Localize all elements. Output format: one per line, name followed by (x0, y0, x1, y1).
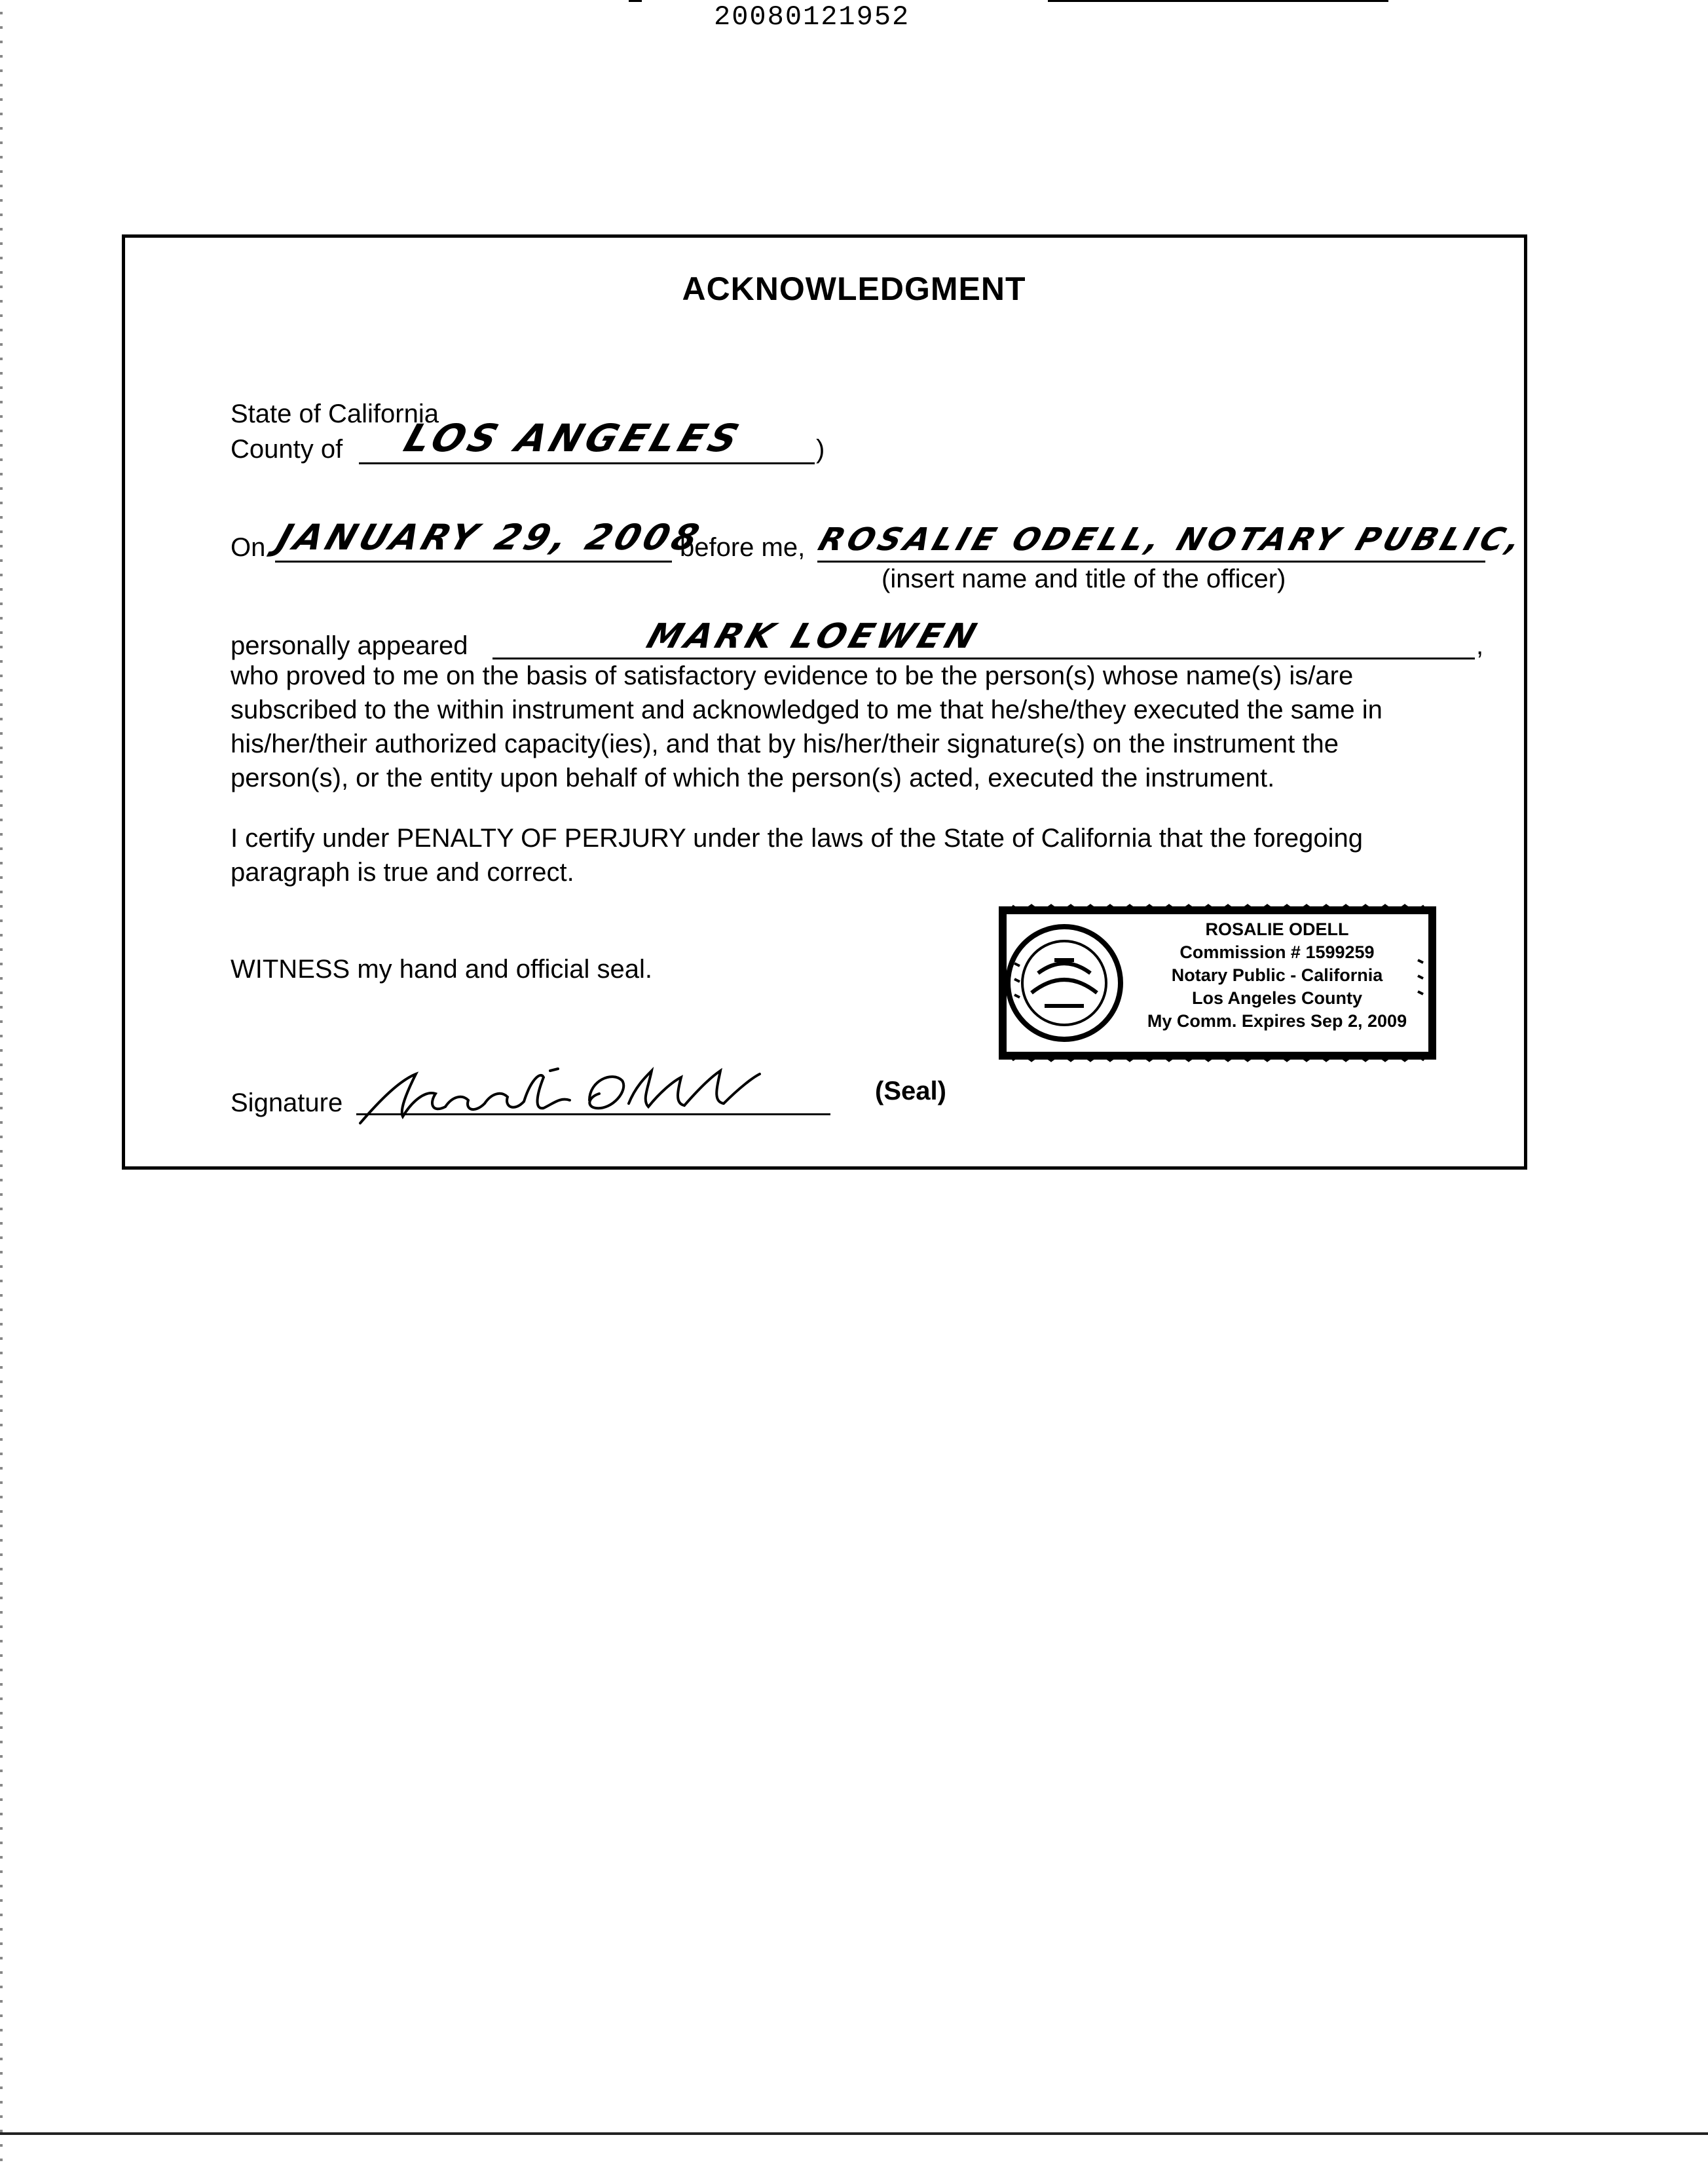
on-label: On (231, 533, 266, 562)
witness-line: WITNESS my hand and official seal. (231, 955, 652, 984)
officer-hint: (insert name and title of the officer) (882, 565, 1286, 593)
seal-title: Notary Public - California (1171, 965, 1383, 985)
form-title: ACKNOWLEDGMENT (682, 270, 1026, 307)
officer-handwritten: ROSALIE ODELL, NOTARY PUBLIC, (813, 521, 1530, 558)
seal-label: (Seal) (875, 1077, 946, 1105)
county-handwritten: LOS ANGELES (398, 416, 749, 460)
paragraph-line: who proved to me on the basis of satisfactory evidence to be the person(s) whose name(s) is/are (231, 661, 1354, 690)
county-label: County of (231, 435, 343, 464)
scan-left-edge (0, 0, 3, 2169)
paragraph-line: person(s), or the entity upon behalf of which the person(s) acted, executed the instrument. (231, 764, 1275, 792)
before-me-label: before me, (680, 533, 806, 562)
appeared-comma: , (1476, 631, 1484, 660)
seal-county: Los Angeles County (1191, 988, 1363, 1008)
seal-commission: Commission # 1599259 (1179, 942, 1375, 962)
certify-line: paragraph is true and correct. (231, 858, 574, 887)
date-handwritten: JANUARY 29, 2008 (271, 517, 708, 558)
notary-seal-text (1113, 918, 1441, 1033)
appeared-handwritten: MARK LOEWEN (642, 617, 985, 656)
document-number: 20080121952 (714, 1, 910, 33)
scan-bottom-edge (0, 2132, 1708, 2135)
paragraph-line: his/her/their authorized capacity(ies), and that by his/her/their signature(s) on the instrument the (231, 730, 1339, 758)
scan-mark (1048, 0, 1388, 2)
county-underline (359, 462, 815, 464)
date-underline (275, 561, 672, 563)
seal-name: ROSALIE ODELL (1205, 919, 1349, 939)
officer-underline (817, 561, 1485, 563)
paragraph-line: subscribed to the within instrument and acknowledged to me that he/she/they executed the same in (231, 695, 1383, 724)
signature-label: Signature (231, 1088, 343, 1117)
certify-paragraph (231, 821, 1475, 889)
signature-handwritten (354, 1061, 773, 1133)
scan-mark (629, 0, 642, 2)
state-line: State of California (231, 399, 439, 428)
proof-paragraph (231, 659, 1475, 795)
seal-expires: My Comm. Expires Sep 2, 2009 (1147, 1011, 1407, 1031)
certify-line: I certify under PENALTY OF PERJURY under the laws of the State of California that the foregoing (231, 824, 1364, 853)
county-close-paren: ) (816, 435, 825, 464)
appeared-label: personally appeared (231, 631, 468, 660)
